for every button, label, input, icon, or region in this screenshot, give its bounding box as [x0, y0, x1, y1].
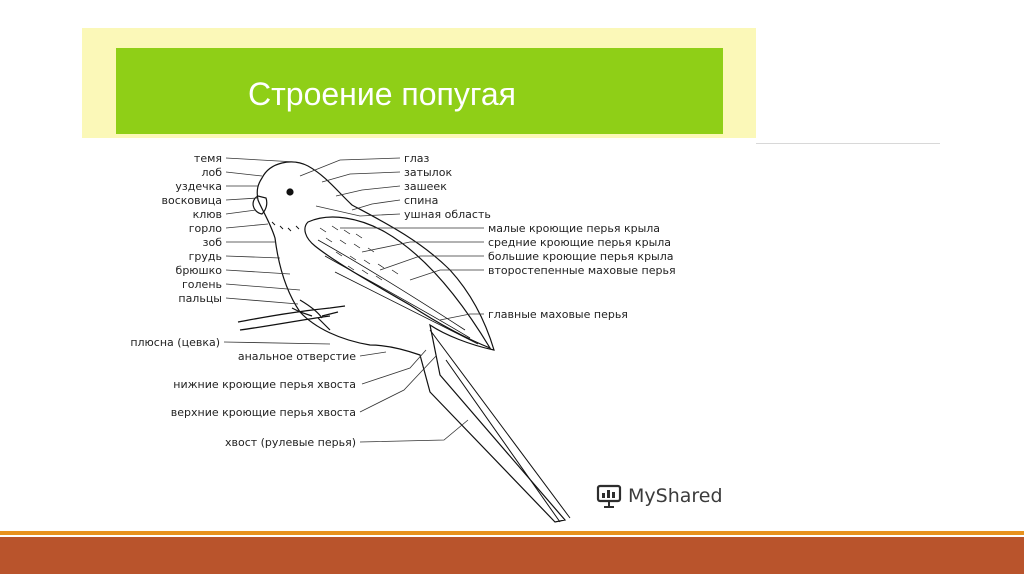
footer-bar	[0, 537, 1024, 574]
watermark-text: MyShared	[628, 485, 723, 507]
label-lob: лоб	[201, 166, 222, 179]
label-paltsy: пальцы	[178, 292, 222, 305]
eye	[287, 189, 293, 195]
label-glavnye-makhovye: главные маховые перья	[488, 308, 628, 321]
slide-title: Строение попугая	[248, 76, 516, 112]
label-vtorostepennye-makhovye: второстепенные маховые перья	[488, 264, 676, 277]
label-khvost: хвост (рулевые перья)	[224, 436, 356, 449]
tail	[430, 330, 570, 522]
label-verkhnie-kroyushchie-khvosta: верхние кроющие перья хвоста	[170, 406, 356, 419]
label-zob: зоб	[202, 236, 222, 249]
label-zasheek: зашеек	[404, 180, 447, 193]
label-zatylok: затылок	[404, 166, 453, 179]
presentation-board-icon	[596, 483, 622, 509]
label-bolshie-kroyushchie: большие кроющие перья крыла	[488, 250, 674, 263]
label-glaz: глаз	[404, 152, 430, 165]
footer-accent-line	[0, 531, 1024, 535]
label-voskovitsa: восковица	[161, 194, 222, 207]
label-spina: спина	[404, 194, 439, 207]
label-malye-kroyushchie: малые кроющие перья крыла	[488, 222, 661, 235]
label-klyuv: клюв	[192, 208, 222, 221]
label-grud: грудь	[188, 250, 222, 263]
label-analnoe-otverstie: анальное отверстие	[237, 350, 356, 363]
branch	[238, 306, 345, 330]
label-golen: голень	[182, 278, 222, 291]
label-gorlo: горло	[188, 222, 222, 235]
label-nizhnie-kroyushchie-khvosta: нижние кроющие перья хвоста	[173, 378, 356, 391]
label-ushnaya-oblast: ушная область	[404, 208, 491, 221]
label-plyusna: плюсна (цевка)	[130, 336, 220, 349]
divider-line	[756, 143, 940, 144]
parrot-diagram	[82, 140, 756, 534]
feet	[292, 300, 338, 330]
label-uzdechka: уздечка	[175, 180, 222, 193]
parrot-diagram-panel	[82, 140, 756, 534]
label-bryushko: брюшко	[175, 264, 222, 277]
myshared-watermark	[596, 482, 723, 510]
label-srednie-kroyushchie: средние кроющие перья крыла	[488, 236, 672, 249]
label-temya: темя	[193, 152, 222, 165]
